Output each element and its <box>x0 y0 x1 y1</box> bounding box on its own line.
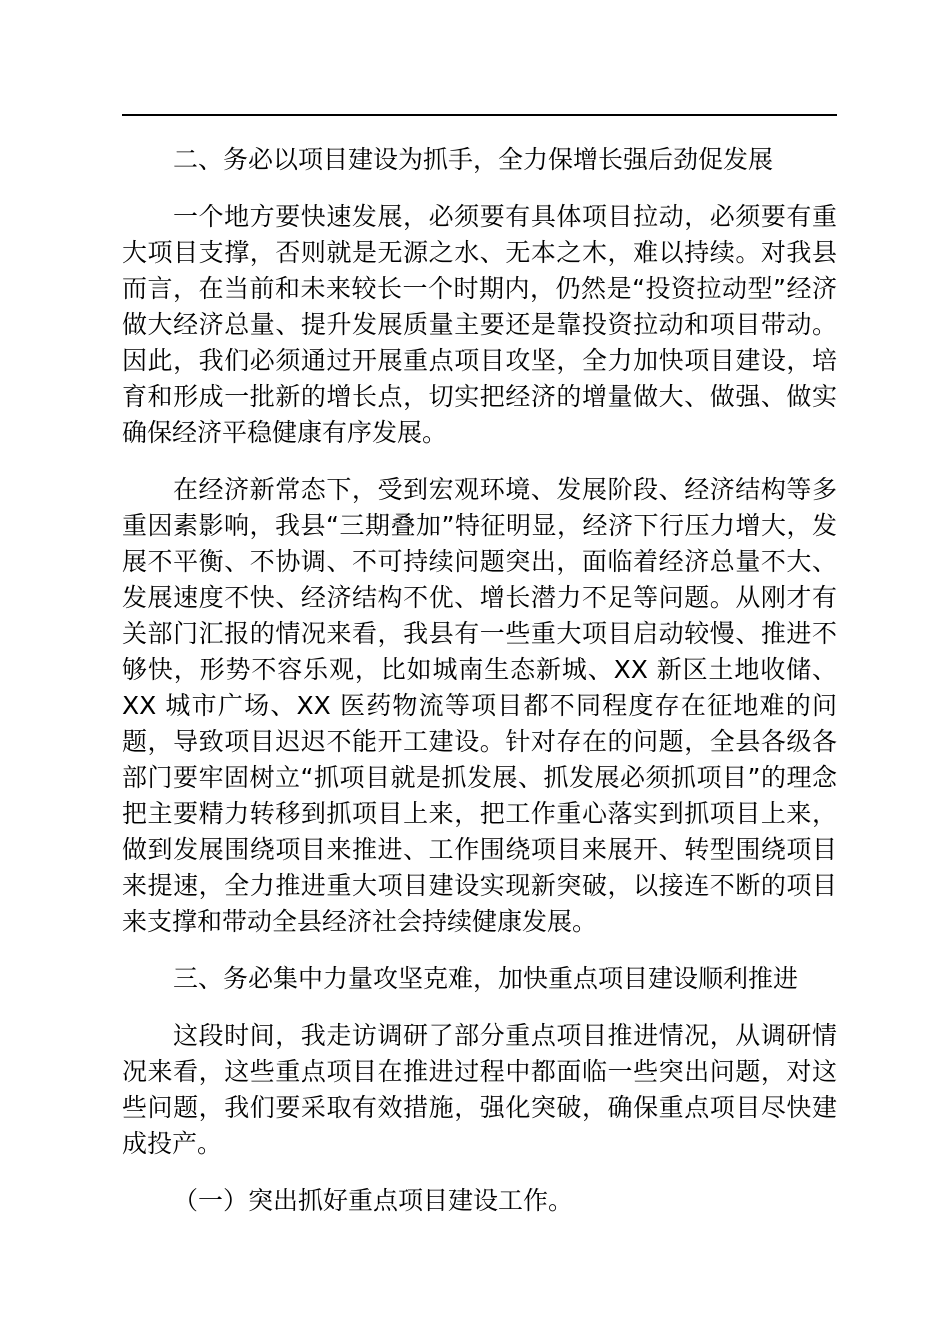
paragraph-line: 确保经济平稳健康有序发展。 <box>122 418 448 447</box>
paragraph-line: 题，导致项目迟迟不能开工建设。针对存在的问题，全县各级各 <box>122 727 837 756</box>
paragraph-line: 育和形成一批新的增长点，切实把经济的增量做大、做强、做实 <box>122 382 837 411</box>
paragraph-line: 关部门汇报的情况来看，我县有一些重大项目启动较慢、推进不 <box>122 619 837 648</box>
paragraph-new-normal <box>122 472 837 940</box>
section-heading-3 <box>122 961 837 997</box>
paragraph-line: 把主要精力转移到抓项目上来，把工作重心落实到抓项目上来， <box>122 799 837 828</box>
paragraph-line: 成投产。 <box>122 1129 223 1158</box>
paragraph-field-research <box>122 1018 837 1162</box>
paragraph-line: 做到发展围绕项目来推进、工作围绕项目来展开、转型围绕项目 <box>122 835 837 864</box>
paragraph-investment <box>122 199 837 451</box>
paragraph-line: 些问题，我们要采取有效措施，强化突破，确保重点项目尽快建 <box>122 1093 837 1122</box>
subsection-heading-1 <box>122 1183 837 1219</box>
paragraph-line: 做大经济总量、提升发展质量主要还是靠投资拉动和项目带动。 <box>122 310 837 339</box>
paragraph-line: 大项目支撑，否则就是无源之水、无本之木，难以持续。对我县 <box>122 238 837 267</box>
header-rule <box>122 114 837 116</box>
paragraph-line: 况来看，这些重点项目在推进过程中都面临一些突出问题，对这 <box>122 1057 837 1086</box>
paragraph-line: 这段时间，我走访调研了部分重点项目推进情况，从调研情 <box>173 1021 837 1050</box>
paragraph-line: 够快，形势不容乐观，比如城南生态新城、XX 新区土地收储、 <box>122 655 837 684</box>
heading-line: 二、务必以项目建设为抓手，全力保增长强后劲促发展 <box>173 145 774 174</box>
document-body <box>122 142 837 1219</box>
paragraph-line: XX 城市广场、XX 医药物流等项目都不同程度存在征地难的问 <box>122 691 837 720</box>
paragraph-line: 来支撑和带动全县经济社会持续健康发展。 <box>122 907 598 936</box>
heading-line: 三、务必集中力量攻坚克难，加快重点项目建设顺利推进 <box>173 964 799 993</box>
paragraph-line: 一个地方要快速发展，必须要有具体项目拉动，必须要有重 <box>173 202 837 231</box>
paragraph-line: 部门要牢固树立“抓项目就是抓发展、抓发展必须抓项目”的理念 <box>122 763 837 792</box>
heading-line: （一）突出抓好重点项目建设工作。 <box>173 1186 574 1215</box>
paragraph-line: 发展速度不快、经济结构不优、增长潜力不足等问题。从刚才有 <box>122 583 837 612</box>
paragraph-line: 在经济新常态下，受到宏观环境、发展阶段、经济结构等多 <box>173 475 837 504</box>
section-heading-2 <box>122 142 837 178</box>
paragraph-line: 因此，我们必须通过开展重点项目攻坚，全力加快项目建设，培 <box>122 346 837 375</box>
paragraph-line: 重因素影响，我县“三期叠加”特征明显，经济下行压力增大，发 <box>122 511 837 540</box>
paragraph-line: 展不平衡、不协调、不可持续问题突出，面临着经济总量不大、 <box>122 547 837 576</box>
paragraph-line: 而言，在当前和未来较长一个时期内，仍然是“投资拉动型”经济 <box>122 274 837 303</box>
paragraph-line: 来提速，全力推进重大项目建设实现新突破，以接连不断的项目 <box>122 871 837 900</box>
